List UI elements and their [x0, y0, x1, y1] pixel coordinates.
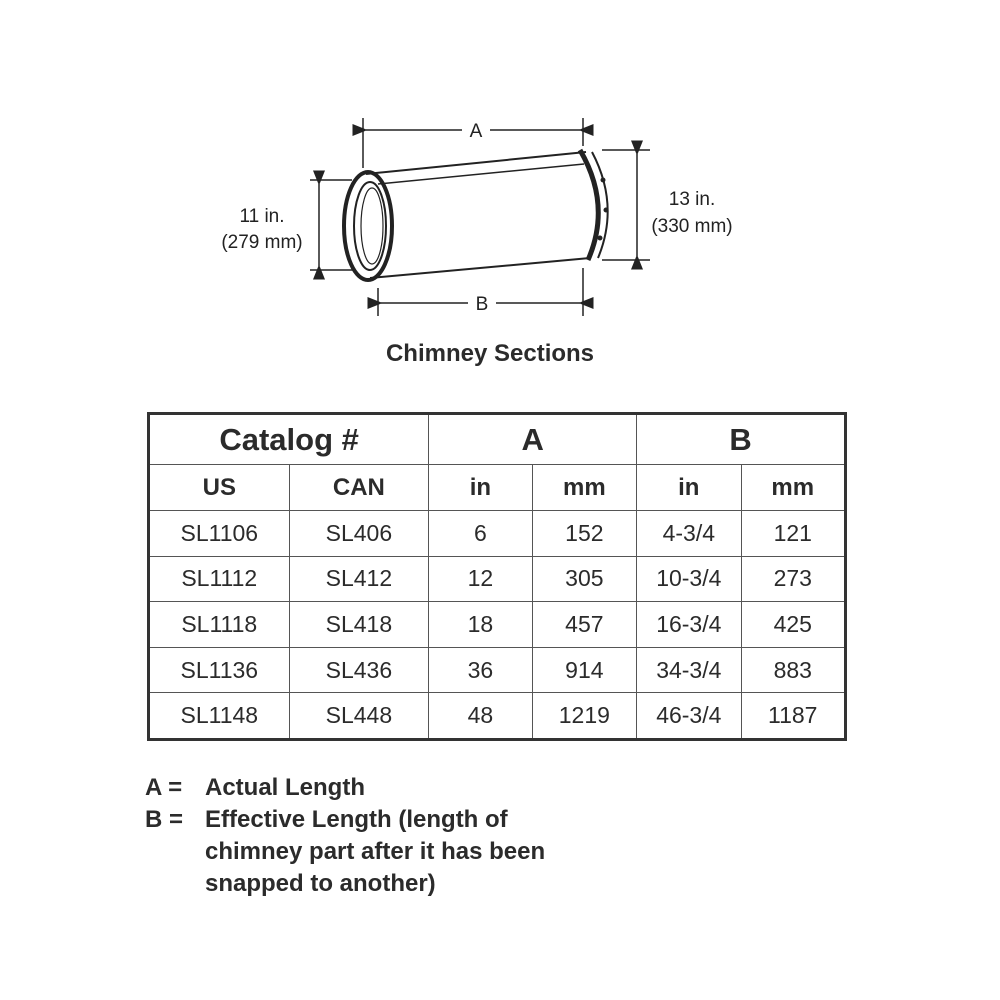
- cell-a-in: 6: [429, 511, 532, 557]
- chimney-sections-table: [147, 412, 847, 741]
- table-group-header-row: [149, 414, 846, 465]
- cell-a-mm: 457: [532, 602, 636, 648]
- cell-can: SL406: [289, 511, 429, 557]
- table-row: [149, 647, 846, 693]
- table-sub-header-row: [149, 465, 846, 511]
- cell-b-mm: 1187: [741, 693, 845, 740]
- cell-a-in: 48: [429, 693, 532, 740]
- cell-us: SL1118: [149, 602, 290, 648]
- cell-us: SL1148: [149, 693, 290, 740]
- cell-us: SL1106: [149, 511, 290, 557]
- cell-b-mm: 273: [741, 556, 845, 602]
- right-diameter-in: 13 in.: [668, 189, 716, 210]
- header-can: CAN: [289, 465, 429, 511]
- cell-b-in: 4-3/4: [637, 511, 741, 557]
- dimension-b-label: B: [475, 294, 489, 315]
- cell-a-mm: 914: [532, 647, 636, 693]
- diagram-caption: Chimney Sections: [385, 340, 595, 367]
- cell-b-mm: 883: [741, 647, 845, 693]
- header-catalog: Catalog #: [149, 414, 429, 465]
- cell-us: SL1136: [149, 647, 290, 693]
- cell-a-mm: 152: [532, 511, 636, 557]
- chimney-section-diagram: [0, 0, 1000, 340]
- cell-a-in: 18: [429, 602, 532, 648]
- cell-a-in: 12: [429, 556, 532, 602]
- cell-us: SL1112: [149, 556, 290, 602]
- cell-b-in: 16-3/4: [637, 602, 741, 648]
- cell-can: SL412: [289, 556, 429, 602]
- cell-can: SL418: [289, 602, 429, 648]
- cell-can: SL448: [289, 693, 429, 740]
- table-row: [149, 556, 846, 602]
- cell-a-mm: 1219: [532, 693, 636, 740]
- cell-b-mm: 425: [741, 602, 845, 648]
- table-row: [149, 602, 846, 648]
- left-diameter-in: 11 in.: [239, 206, 285, 227]
- cell-b-mm: 121: [741, 511, 845, 557]
- header-a-mm: mm: [532, 465, 636, 511]
- dimension-right-diameter: [602, 150, 650, 260]
- note-a-key: A =: [145, 774, 183, 801]
- cell-b-in: 34-3/4: [637, 647, 741, 693]
- header-b: B: [637, 414, 846, 465]
- cell-b-in: 10-3/4: [637, 556, 741, 602]
- note-a-text: Actual Length: [205, 774, 365, 801]
- header-a: A: [429, 414, 637, 465]
- header-b-in: in: [637, 465, 741, 511]
- note-b-text: Effective Length (length of chimney part after it has been snapped to another): [205, 806, 546, 897]
- table-row: [149, 511, 846, 557]
- cell-b-in: 46-3/4: [637, 693, 741, 740]
- left-diameter-mm: (279 mm): [221, 232, 303, 253]
- cell-a-in: 36: [429, 647, 532, 693]
- cell-a-mm: 305: [532, 556, 636, 602]
- chimney-pipe-illustration: [344, 150, 608, 280]
- header-a-in: in: [429, 465, 532, 511]
- table-row: [149, 693, 846, 740]
- legend-notes: [145, 772, 605, 900]
- header-us: US: [149, 465, 290, 511]
- header-b-mm: mm: [741, 465, 845, 511]
- right-diameter-mm: (330 mm): [651, 216, 733, 237]
- note-b-key: B =: [145, 806, 184, 833]
- note-a: [145, 772, 605, 804]
- dimension-a-label: A: [469, 121, 483, 142]
- note-b: [145, 804, 605, 900]
- cell-can: SL436: [289, 647, 429, 693]
